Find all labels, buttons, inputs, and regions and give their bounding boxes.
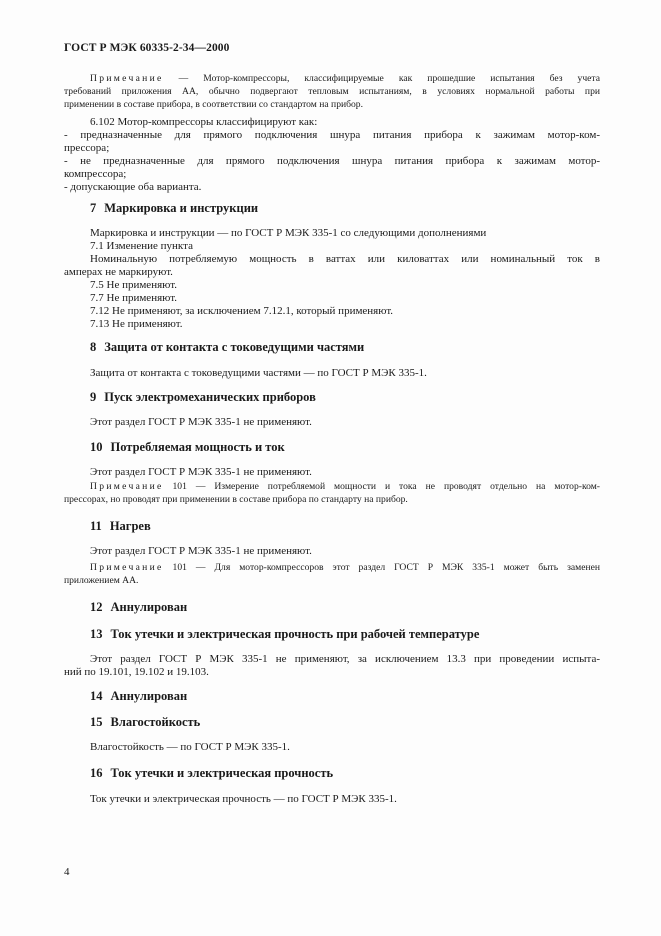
section-heading-9: [90, 390, 316, 405]
note-line: требований приложения АА, обычно подвергают тепловым испытаниям, в условиях нормальной работы при: [64, 86, 600, 97]
section-number: 11: [90, 519, 102, 533]
list-item: - допускающие оба варианта.: [64, 181, 202, 193]
section-heading-7: [90, 201, 258, 216]
section-title: Влагостойкость: [110, 715, 201, 729]
section-number: 10: [90, 440, 103, 454]
note-line: [90, 73, 600, 85]
section-number: 14: [90, 689, 103, 703]
section-title: Маркировка и инструкции: [104, 201, 259, 215]
note-line: [90, 481, 600, 493]
paragraph: Этот раздел ГОСТ Р МЭК 335-1 не применяют.: [90, 416, 312, 428]
list-item: - не предназначенные для прямого подключения шнура питания прибора к зажимам мотор-: [64, 155, 600, 167]
section-number: 13: [90, 627, 103, 641]
section-number: 15: [90, 715, 103, 729]
note-line: прессорах, но проводят при применении в составе прибора по стандарту на прибор.: [64, 494, 408, 505]
section-heading-14: [90, 689, 187, 704]
paragraph: 7.1 Изменение пункта: [90, 240, 193, 252]
section-heading-15: [90, 715, 200, 730]
document-header: ГОСТ Р МЭК 60335-2-34—2000: [64, 42, 230, 54]
section-title: Нагрев: [109, 519, 151, 533]
note-text: — Мотор-компрессоры, классифицируемые как прошедшие испытания без учета: [163, 73, 600, 84]
section-title: Аннулирован: [110, 689, 188, 703]
note-label: Примечание: [90, 73, 164, 84]
section-number: 7: [90, 201, 97, 215]
section-heading-10: [90, 440, 285, 455]
section-title: Ток утечки и электрическая прочность: [110, 766, 334, 780]
paragraph: амперах не маркируют.: [64, 266, 173, 278]
list-item: - предназначенные для прямого подключения шнура питания прибора к зажимам мотор-ком-: [64, 129, 600, 141]
paragraph: Этот раздел ГОСТ Р МЭК 335-1 не применяют.: [90, 545, 312, 557]
paragraph-6102: 6.102 Мотор-компрессоры классифицируют как:: [90, 116, 318, 128]
section-number: 16: [90, 766, 103, 780]
paragraph: Маркировка и инструкции — по ГОСТ Р МЭК 335-1 со следующими дополнениями: [90, 227, 487, 239]
section-title: Пуск электромеханических приборов: [104, 390, 316, 404]
paragraph: Защита от контакта с токоведущими частями — по ГОСТ Р МЭК 335-1.: [90, 367, 427, 379]
section-heading-11: [90, 519, 151, 534]
note-label: Примечание: [90, 481, 164, 492]
note-text: 101 — Измерение потребляемой мощности и тока не проводят отдельно на мотор-ком-: [163, 481, 600, 492]
section-title: Аннулирован: [110, 600, 188, 614]
section-title: Ток утечки и электрическая прочность при рабочей температуре: [110, 627, 480, 641]
section-number: 12: [90, 600, 103, 614]
paragraph: Номинальную потребляемую мощность в ваттах или киловаттах или номинальный ток в: [90, 253, 600, 265]
paragraph: Этот раздел ГОСТ Р МЭК 335-1 не применяют.: [90, 466, 312, 478]
paragraph: ний по 19.101, 19.102 и 19.103.: [64, 666, 209, 678]
section-number: 9: [90, 390, 97, 404]
note-text: 101 — Для мотор-компрессоров этот раздел ГОСТ Р МЭК 335-1 может быть заменен: [163, 562, 600, 573]
page-number: 4: [64, 866, 70, 878]
paragraph: Этот раздел ГОСТ Р МЭК 335-1 не применяют, за исключением 13.3 при проведении испыта-: [90, 653, 600, 665]
note-line: [90, 562, 600, 574]
note-label: Примечание: [90, 562, 164, 573]
paragraph: Ток утечки и электрическая прочность — по ГОСТ Р МЭК 335-1.: [90, 793, 397, 805]
section-heading-8: [90, 340, 364, 355]
paragraph: 7.7 Не применяют.: [90, 292, 177, 304]
paragraph: 7.12 Не применяют, за исключением 7.12.1, который применяют.: [90, 305, 394, 317]
list-item: прессора;: [64, 142, 110, 154]
section-number: 8: [90, 340, 97, 354]
paragraph: 7.5 Не применяют.: [90, 279, 177, 291]
note-line: применении в составе прибора, в соответствии со стандартом на прибор.: [64, 99, 363, 110]
list-item: компрессора;: [64, 168, 127, 180]
paragraph: 7.13 Не применяют.: [90, 318, 183, 330]
section-title: Защита от контакта с токоведущими частями: [104, 340, 365, 354]
section-heading-12: [90, 600, 187, 615]
section-title: Потребляемая мощность и ток: [110, 440, 285, 454]
section-heading-13: [90, 627, 479, 642]
section-heading-16: [90, 766, 333, 781]
note-line: приложением АА.: [64, 575, 139, 586]
paragraph: Влагостойкость — по ГОСТ Р МЭК 335-1.: [90, 741, 290, 753]
